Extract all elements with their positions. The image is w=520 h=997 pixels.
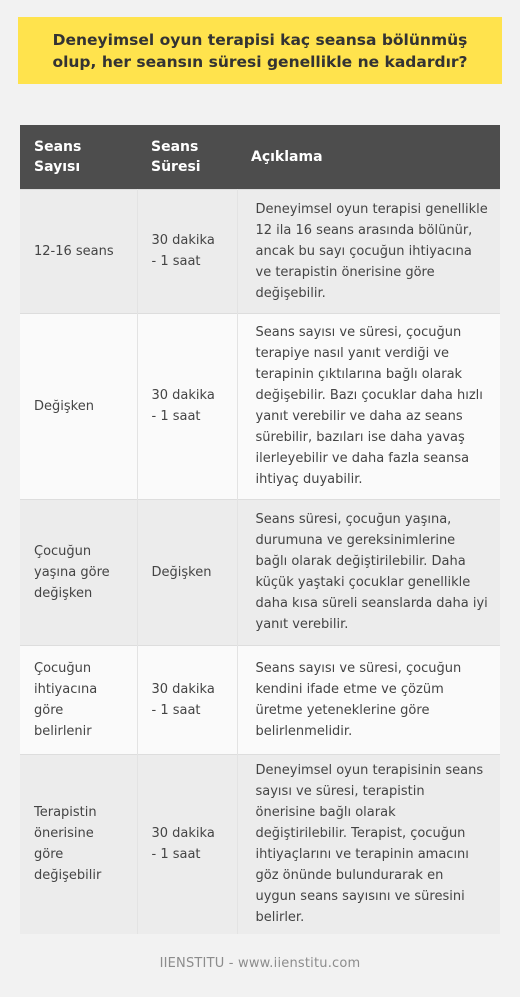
session-table <box>20 125 500 934</box>
cell-session-count: Çocuğun ihtiyacına göre belirlenir <box>20 645 137 754</box>
table-row <box>20 189 500 313</box>
table-row <box>20 313 500 499</box>
cell-description: Seans sayısı ve süresi, çocuğun terapiye nasıl yanıt verdiği ve terapinin çıktılarına bağlı olarak değişebilir. Bazı çocuklar daha hızlı yanıt verebilir ve daha az seans sürebilir, bazıları ise daha yavaş ilerleyebilir ve daha fazla seansa ihtiyaç duyabilir. <box>237 313 500 499</box>
column-header-description: Açıklama <box>237 125 500 189</box>
cell-session-duration: 30 dakika - 1 saat <box>137 313 237 499</box>
title-banner <box>18 17 502 84</box>
table-row <box>20 499 500 645</box>
cell-description: Deneyimsel oyun terapisinin seans sayısı ve süresi, terapistin önerisine bağlı olarak değiştirilebilir. Terapist, çocuğun ihtiyaçlarını ve terapinin amacını göz önünde bulundurarak en uygun seans sayısını ve süresini belirler. <box>237 754 500 934</box>
cell-session-duration: 30 dakika - 1 saat <box>137 645 237 754</box>
cell-session-count: 12-16 seans <box>20 189 137 313</box>
table-row <box>20 754 500 934</box>
cell-description: Deneyimsel oyun terapisi genellikle 12 ila 16 seans arasında bölünür, ancak bu sayı çocuğun ihtiyacına ve terapistin önerisine göre değişebilir. <box>237 189 500 313</box>
cell-session-count: Değişken <box>20 313 137 499</box>
cell-session-count: Terapistin önerisine göre değişebilir <box>20 754 137 934</box>
cell-session-duration: Değişken <box>137 499 237 645</box>
footer-credit: IIENSTITU - www.iienstitu.com <box>159 956 361 971</box>
column-header-session-duration: Seans Süresi <box>137 125 237 189</box>
cell-session-duration: 30 dakika - 1 saat <box>137 754 237 934</box>
cell-description: Seans süresi, çocuğun yaşına, durumuna ve gereksinimlerine bağlı olarak değiştirilebilir. Daha küçük yaştaki çocuklar genellikle daha kısa süreli seanslarda daha iyi yanıt verebilir. <box>237 499 500 645</box>
cell-description: Seans sayısı ve süresi, çocuğun kendini ifade etme ve çözüm üretme yeteneklerine göre belirlenmelidir. <box>237 645 500 754</box>
table-header-row <box>20 125 500 189</box>
column-header-session-count: Seans Sayısı <box>20 125 137 189</box>
cell-session-count: Çocuğun yaşına göre değişken <box>20 499 137 645</box>
cell-session-duration: 30 dakika - 1 saat <box>137 189 237 313</box>
page-title: Deneyimsel oyun terapisi kaç seansa bölünmüş olup, her seansın süresi genellikle ne kadardır? <box>52 30 468 71</box>
table-row <box>20 645 500 754</box>
